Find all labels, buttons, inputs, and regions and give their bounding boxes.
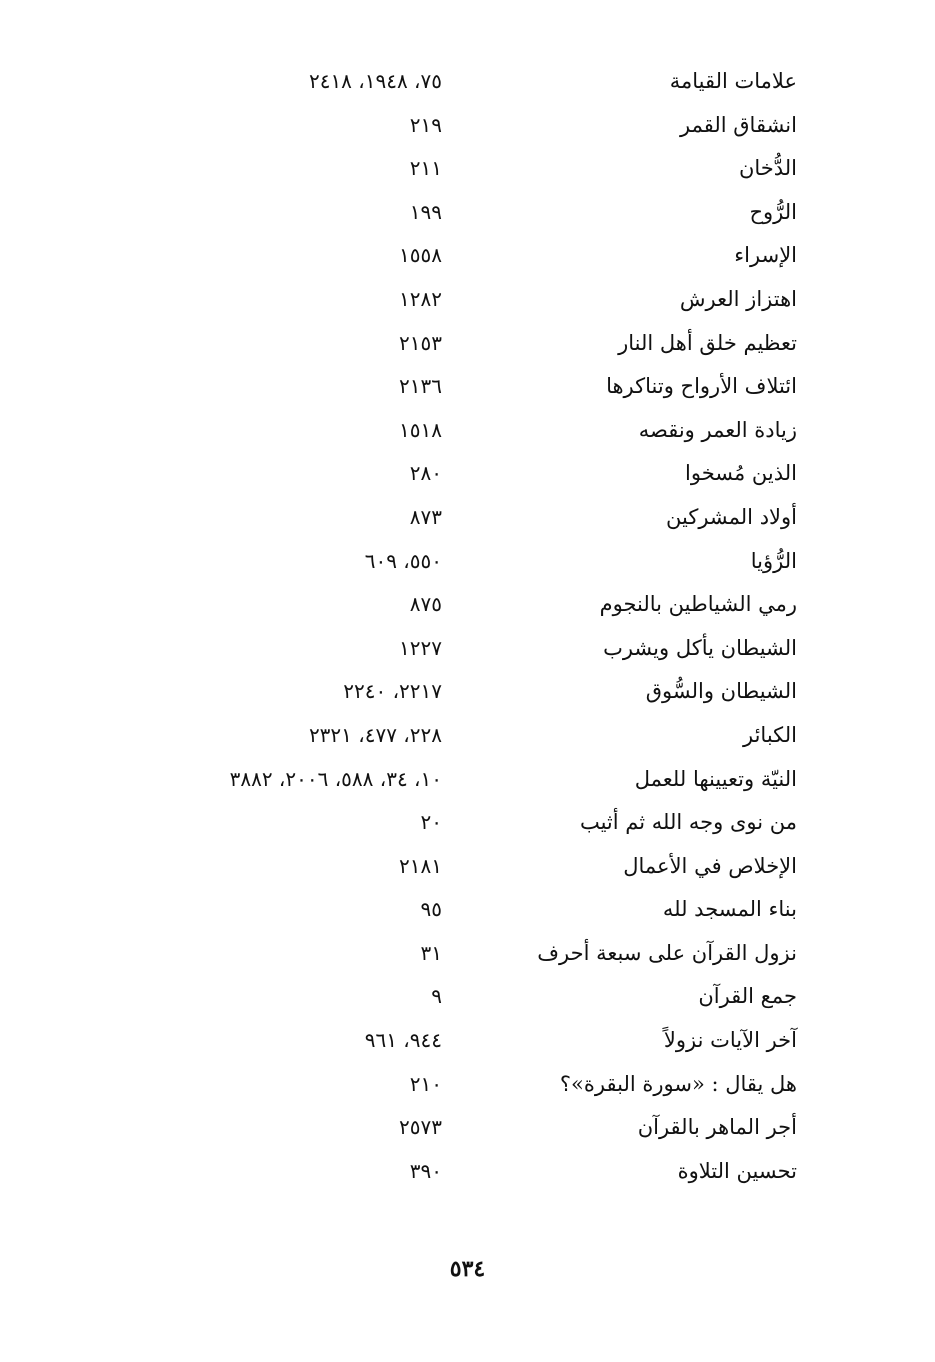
index-topic: اهتزاز العرش xyxy=(679,286,797,311)
index-topic: زيادة العمر ونقصه xyxy=(638,417,797,442)
index-refs: ٣١ xyxy=(420,940,442,965)
index-refs: ١٢٢٧ xyxy=(399,635,442,660)
index-topic: أجر الماهر بالقرآن xyxy=(637,1115,797,1140)
index-topic: هل يقال : «سورة البقرة»؟ xyxy=(559,1071,797,1096)
index-refs: ١٢٨٢ xyxy=(399,286,442,311)
index-topic: أولاد المشركين xyxy=(666,504,797,529)
index-topic: جمع القرآن xyxy=(698,984,797,1009)
index-refs: ١٥٥٨ xyxy=(399,243,442,268)
index-topic: الكبائر xyxy=(743,722,797,747)
index-refs: ٢١٥٣ xyxy=(399,330,442,355)
index-entry xyxy=(0,496,935,540)
index-entry xyxy=(0,409,935,453)
index-refs: ٧٥، ١٩٤٨، ٢٤١٨ xyxy=(308,69,442,93)
index-refs: ٢٢٨، ٤٧٧، ٢٣٢١ xyxy=(308,722,442,747)
index-list xyxy=(0,60,935,1193)
index-entry xyxy=(0,888,935,932)
index-refs: ٢١٨١ xyxy=(399,853,442,878)
index-entry xyxy=(0,583,935,627)
index-topic: نزول القرآن على سبعة أحرف xyxy=(537,940,797,965)
index-refs: ١٩٩ xyxy=(409,199,442,224)
index-refs: ٩٤٤، ٩٦١ xyxy=(364,1028,442,1053)
index-topic: بناء المسجد لله xyxy=(662,897,797,922)
index-entry xyxy=(0,932,935,976)
index-refs: ٨٧٥ xyxy=(409,592,442,617)
page-number: ٥٣٤ xyxy=(449,1256,486,1282)
index-entry xyxy=(0,104,935,148)
index-entry xyxy=(0,1019,935,1063)
index-topic: تحسين التلاوة xyxy=(677,1158,797,1183)
index-refs: ٢١١ xyxy=(409,156,442,181)
index-refs: ٢١٠ xyxy=(409,1071,442,1096)
index-topic: الرُّوح xyxy=(749,199,797,224)
index-refs: ١٠، ٣٤، ٥٨٨، ٢٠٠٦، ٣٨٨٢ xyxy=(229,766,442,791)
index-topic: علامات القيامة xyxy=(669,69,797,93)
index-topic: انشقاق القمر xyxy=(680,112,797,137)
index-topic: الشيطان والسُّوق xyxy=(645,679,797,704)
index-entry xyxy=(0,452,935,496)
index-refs: ٢٨٠ xyxy=(409,461,442,486)
index-refs: ٢٠ xyxy=(420,810,442,835)
index-refs: ٩ xyxy=(431,984,442,1009)
index-topic: الإخلاص في الأعمال xyxy=(623,853,797,878)
index-refs: ٢٥٧٣ xyxy=(399,1115,442,1140)
index-entry xyxy=(0,758,935,802)
index-entry xyxy=(0,1150,935,1194)
index-refs: ٢٢١٧، ٢٢٤٠ xyxy=(343,679,442,704)
index-entry xyxy=(0,191,935,235)
index-topic: رمي الشياطين بالنجوم xyxy=(599,592,797,617)
index-entry xyxy=(0,60,935,104)
index-refs: ٢١٣٦ xyxy=(399,374,442,399)
index-entry xyxy=(0,322,935,366)
index-entry xyxy=(0,147,935,191)
index-refs: ٥٥٠، ٦٠٩ xyxy=(364,548,442,573)
index-entry xyxy=(0,365,935,409)
index-topic: الرُّؤيا xyxy=(750,548,797,573)
index-entry xyxy=(0,278,935,322)
index-entry xyxy=(0,670,935,714)
index-entry xyxy=(0,234,935,278)
index-refs: ٣٩٠ xyxy=(409,1158,442,1183)
index-refs: ٢١٩ xyxy=(409,112,442,137)
index-entry xyxy=(0,1063,935,1107)
index-refs: ٩٥ xyxy=(420,897,442,922)
index-topic: النيّة وتعيينها للعمل xyxy=(634,766,797,791)
index-topic: آخر الآيات نزولاً xyxy=(663,1028,797,1053)
index-topic: الدُّخان xyxy=(738,156,797,181)
index-refs: ١٥١٨ xyxy=(399,417,442,442)
index-refs: ٨٧٣ xyxy=(409,504,442,529)
index-topic: الإسراء xyxy=(734,243,797,268)
index-entry xyxy=(0,540,935,584)
index-topic: الشيطان يأكل ويشرب xyxy=(603,635,797,660)
index-topic: تعظيم خلق أهل النار xyxy=(618,330,797,355)
index-entry xyxy=(0,845,935,889)
index-topic: الذين مُسخوا xyxy=(685,461,797,486)
index-entry xyxy=(0,975,935,1019)
index-topic: من نوى وجه الله ثم أثيب xyxy=(579,810,797,835)
index-topic: ائتلاف الأرواح وتناكرها xyxy=(606,374,797,399)
index-entry xyxy=(0,801,935,845)
index-entry xyxy=(0,1106,935,1150)
index-entry xyxy=(0,627,935,671)
index-entry xyxy=(0,714,935,758)
